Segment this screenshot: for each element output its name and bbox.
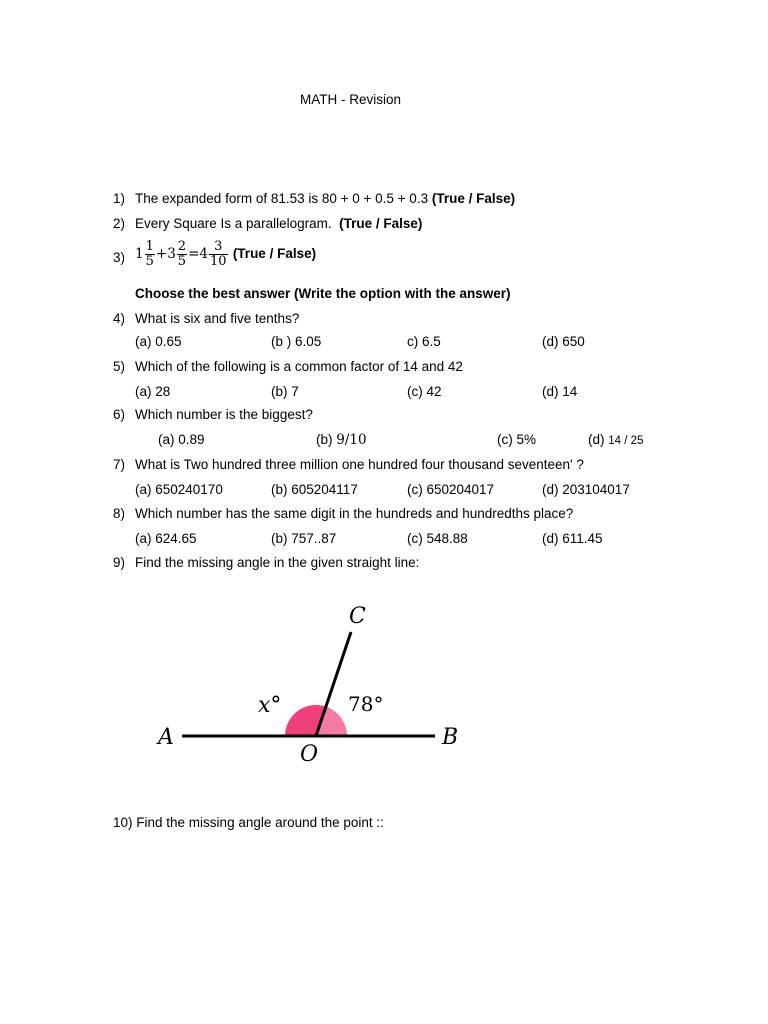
option-a: (a) 624.65: [135, 531, 197, 546]
question-number: 2): [113, 216, 126, 231]
option-letter: (d): [588, 432, 609, 447]
option-d: (d) 14: [542, 384, 578, 399]
question-text: Every Square Is a parallelogram.: [135, 216, 332, 231]
option-c: (c) 42: [407, 384, 442, 399]
fraction: $\frac{3}{10}$: [209, 239, 227, 269]
fraction: $\frac{1}{5}$: [145, 239, 154, 269]
question-number: 7): [113, 457, 126, 472]
question-1: [135, 191, 515, 207]
label-c: C: [349, 604, 366, 629]
option-c: (c) 548.88: [407, 531, 468, 546]
option-c: (c) 650204017: [407, 482, 495, 497]
label-b: B: [442, 725, 459, 750]
option-a: (a) 0.65: [135, 334, 182, 349]
question-3: [135, 238, 316, 270]
option-a: (a) 0.89: [158, 432, 205, 447]
question-10: [113, 815, 384, 831]
option-a: (a) 650240170: [135, 482, 223, 497]
true-false-prompt: (True / False): [431, 191, 516, 206]
question-number: 9): [113, 555, 126, 570]
option-c: c) 6.5: [407, 334, 441, 349]
page-title: MATH - Revision: [300, 92, 402, 107]
plus-sign: +: [155, 246, 168, 262]
question-text: What is Two hundred three million one hundred four thousand seventeen' ?: [135, 457, 584, 472]
question-text: Which number is the biggest?: [135, 407, 313, 422]
question-number: 4): [113, 311, 126, 326]
option-d: [588, 432, 643, 449]
question-2: [135, 216, 422, 232]
question-text: Find the missing angle around the point ::: [136, 815, 384, 830]
question-number: 1): [113, 191, 126, 206]
question-text: The expanded form of 81.53 is 80 + 0 + 0.5 + 0.3: [135, 191, 429, 206]
option-value: 14 / 25: [608, 435, 644, 447]
option-b: (b) 757..87: [271, 531, 337, 546]
label-angle-x: x°: [258, 693, 282, 718]
section-heading: Choose the best answer (Write the option with the answer): [135, 286, 511, 301]
label-o: O: [300, 742, 319, 767]
question-number: 3): [113, 250, 126, 265]
question-text: What is six and five tenths?: [135, 311, 300, 326]
fraction: $\frac{2}{5}$: [177, 239, 187, 269]
option-b: (b) 7: [271, 384, 299, 399]
option-b: (b ) 6.05: [271, 334, 322, 349]
option-letter: (b): [316, 432, 337, 447]
equals-sign: =: [188, 246, 200, 262]
label-a: A: [158, 725, 174, 750]
option-c: (c) 5%: [497, 432, 537, 447]
option-b: [316, 432, 367, 448]
option-b: (b) 605204117: [271, 482, 358, 497]
mixed-number-whole: 4: [199, 246, 208, 262]
mixed-number-whole: 1: [135, 246, 144, 262]
question-number: 6): [113, 407, 126, 422]
question-number: 8): [113, 506, 126, 521]
question-text: Which number has the same digit in the hundreds and hundredths place?: [135, 506, 574, 521]
question-text: Find the missing angle in the given straight line:: [135, 555, 420, 570]
option-d: (d) 650: [542, 334, 585, 349]
label-angle-78: 78°: [348, 692, 384, 716]
option-a: (a) 28: [135, 384, 171, 399]
true-false-prompt: (True / False): [339, 216, 423, 231]
mixed-number-whole: 3: [167, 246, 176, 262]
straight-line-angle-diagram: [150, 595, 480, 775]
option-d: (d) 203104017: [542, 482, 630, 497]
option-d: (d) 611.45: [542, 531, 603, 546]
question-number: 5): [113, 359, 126, 374]
true-false-prompt: (True / False): [232, 246, 317, 261]
question-text: Which of the following is a common factor of 14 and 42: [135, 359, 463, 374]
question-number: 10): [113, 815, 133, 830]
option-value: 9/10: [336, 432, 367, 448]
